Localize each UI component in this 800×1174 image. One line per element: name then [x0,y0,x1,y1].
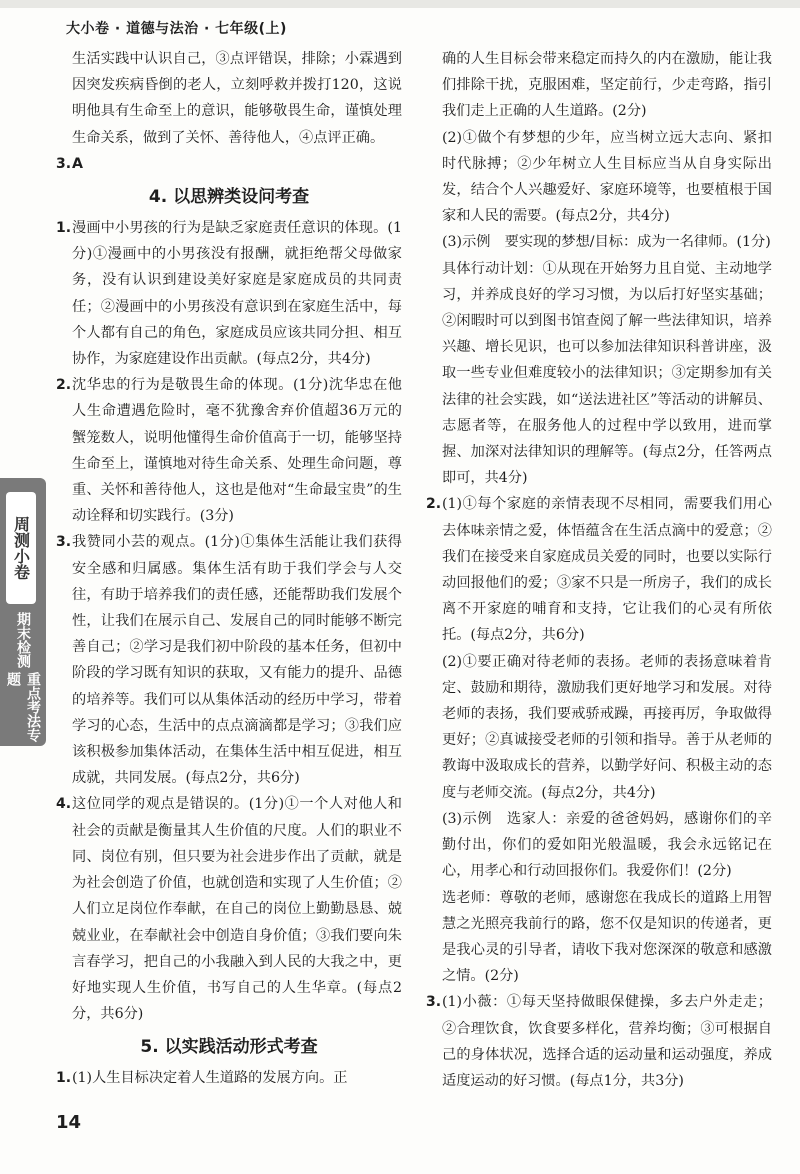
answer-text: (1)小薇：①每天坚持做眼保健操，多去户外走走；②合理饮食，饮食要多样化，营养均衡；③可根据自己的身体状况，选择合适的运动量和运动强度，养成适度运动的好习惯。(每点1分，共3分) [442,994,772,1089]
continued-answer: 确的人生目标会带来稳定而持久的内在激励，能让我们排除干扰，克服困难，坚定前行，少走弯路，指引我们走上正确的人生道路。(2分) [442,51,772,120]
answer-item [426,989,772,1094]
section-heading: 4. 以思辨类设问考查 [148,187,310,208]
answer-paragraph: (2)①做个有梦想的少年，应当树立远大志向、紧扣时代脉搏；②少年树立人生目标应当从自身实际出发，结合个人兴趣爱好、家庭环境等，也要植根于国家和人民的需要。(每点2分，共4分) [442,129,772,225]
continued-answer: 生活实践中认识自己，③点评错误，排除；小霖遇到因突发疾病昏倒的老人，立刻呼救并拨打120，这说明他具有生命至上的意识，能够敬畏生命，谨慎处理生命关系，做到了关怀、善待他人，④点评正确。 [72,51,402,146]
answer-number: 4. [56,796,72,813]
answer-item [56,215,402,372]
page-edge [0,0,800,8]
answer-number: 1. [56,220,72,237]
answer-text: (1)①每个家庭的亲情表现不尽相同，需要我们用心去体味亲情之爱，体悟蕴含在生活点滴中的爱意；②我们在接受来自家庭成员关爱的同时，也要以实际行动回报他们的爱；③家不只是一所房子，我们的成长离不开家庭的哺育和支持，它让我们的心灵有所依托。(每点2分，共6分) [442,496,772,644]
left-column [56,46,402,1092]
side-tab-key-topics: 重点考法专题 [5,672,41,742]
answer-paragraph: (2)①要正确对待老师的表扬。老师的表扬意味着肯定、鼓励和期待，激励我们更好地学习和发展。对待老师的表扬，我们要戒骄戒躁，再接再厉，争取做得更好；②真诚接受老师的引领和指导。善于从老师的教诲中汲取成长的营养，以勤学好问、积极主动的态度与老师交流。(每点2分，共4分) [442,653,772,801]
right-column [426,46,772,1094]
side-tab-final-exam: 期末检测 [15,612,31,668]
answer-item [56,529,402,791]
answer-paragraph: 具体行动计划：①从现在开始努力且自觉、主动地学习，并养成良好的学习习惯，为以后打好坚实基础；②闲暇时可以到图书馆查阅了解一些法律知识，培养兴趣、增长见识，也可以参加法律知识科普讲座，汲取一些专业但难度较小的法律知识；③定期参加有关法律的社会实践，如“送法进社区”等活动的讲解员、志愿者等，在服务他人的过程中学以致用，进而掌握、加深对法律知识的理解等。(每点2分，任答两点即可，共4分) [442,260,772,487]
answer-text: 漫画中小男孩的行为是缺乏家庭责任意识的体现。(1分)①漫画中的小男孩没有报酬，就拒绝帮父母做家务，没有认识到建设美好家庭是家庭成员的共同责任；②漫画中的小男孩没有意识到在家庭生活中，每个人都有自己的角色，家庭成员应该共同分担、相互协作，为家庭建设作出贡献。(每点2分，共4分) [72,220,402,368]
answer-paragraph: (3)示例 选家人：亲爱的爸爸妈妈，感谢你们的辛勤付出，你们的爱如阳光般温暖，我会永远铭记在心，用孝心和行动回报你们。我爱你们！(2分) [442,810,772,880]
answer-number: 3. [56,534,72,551]
answer-number: 1. [56,1070,72,1087]
answer-item [56,372,402,529]
answer-item [56,151,402,177]
answer-item [426,491,772,648]
answer-text: 我赞同小芸的观点。(1分)①集体生活能让我们获得安全感和归属感。集体生活有助于我们学会与人交往，有助于培养我们的责任感，还能帮助我们发展个性，让我们在展示自己、发展自己的同时能够不断完善自己；②学习是我们初中阶段的基本任务，但初中阶段的学习既有知识的获取，又有能力的提升、品德的培养等。我们可以从集体活动的经历中学习，带着学习的心态，生活中的点点滴滴都是学习；③我们应该积极参加集体活动，在集体生活中相互促进，相互成就，共同发展。(每点2分，共6分) [72,534,402,787]
side-tab [0,478,46,746]
answer-text: A [72,155,83,172]
answer-item [56,1065,402,1091]
answer-text: 这位同学的观点是错误的。(1分)①一个人对他人和社会的贡献是衡量其人生价值的尺度。人们的职业不同、岗位有别，但只要为社会进步作出了贡献，就是为社会创造了价值，也就创造和实现了人生价值；②人们立足岗位作奉献，在自己的岗位上勤勤恳恳、兢兢业业，在奉献社会中创造自身价值；③我们要向朱言春学习，把自己的小我融入到人民的大我之中，更好地实现人生价值，书写自己的人生华章。(每点2分，共6分) [72,796,402,1023]
answer-paragraph: 选老师：尊敬的老师，感谢您在我成长的道路上用智慧之光照亮我前行的路，您不仅是知识的传递者，更是我心灵的引导者，请收下我对您深深的敬意和感激之情。(2分) [442,889,772,985]
section-heading: 5. 以实践活动形式考查 [140,1037,318,1058]
page-number: 14 [56,1112,82,1133]
answer-item [56,791,402,1027]
answer-number: 2. [56,377,72,394]
answer-number: 3. [426,994,442,1011]
running-header: 大小卷 · 道德与法治 · 七年级(上) [66,21,287,37]
side-tab-weekly-quiz: 周测小卷 [6,492,36,604]
answer-number: 2. [426,496,442,513]
answer-text: (1)人生目标决定着人生道路的发展方向。正 [72,1070,348,1087]
answer-number: 3. [56,155,72,172]
answer-text: 沈华忠的行为是敬畏生命的体现。(1分)沈华忠在他人生命遭遇危险时，毫不犹豫舍弃价值超36万元的蟹笼数人，说明他懂得生命价值高于一切，能够坚持生命至上，谨慎地对待生命关系、处理生命问题，尊重、关怀和善待他人，这也是他对“生命最宝贵”的生动诠释和切实践行。(3分) [72,377,402,525]
answer-paragraph: (3)示例 要实现的梦想/目标：成为一名律师。(1分) [442,234,771,251]
